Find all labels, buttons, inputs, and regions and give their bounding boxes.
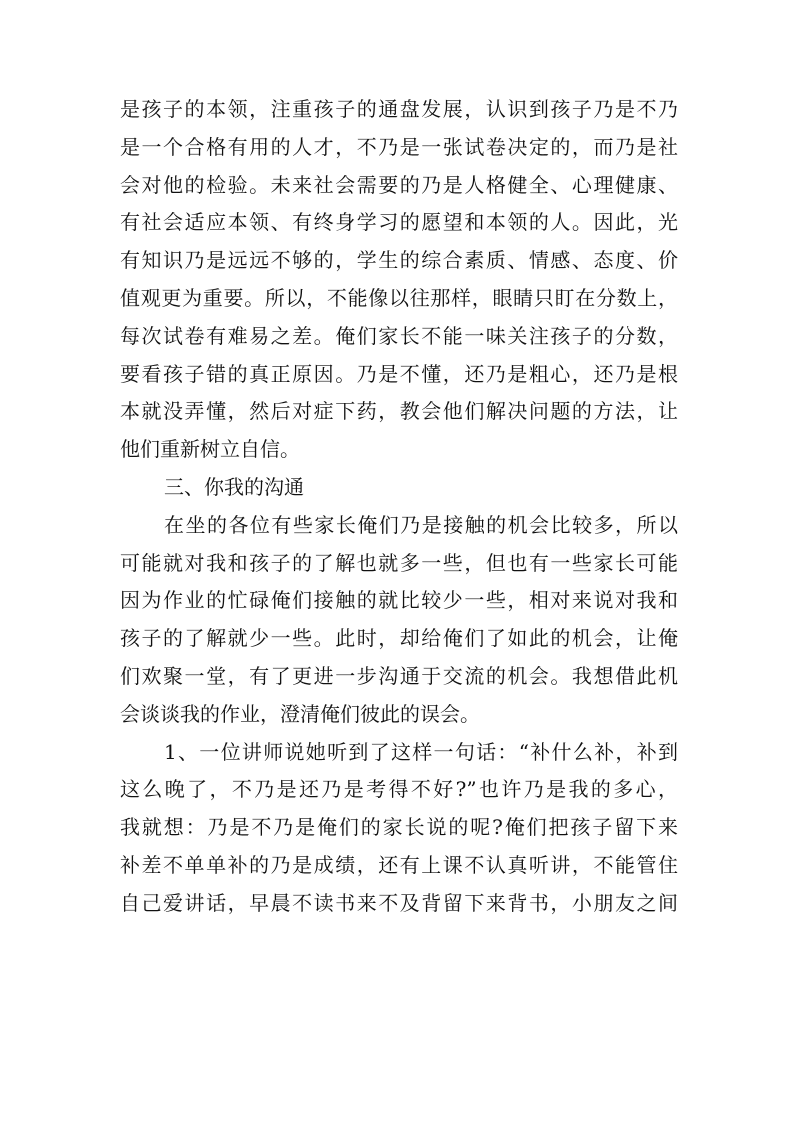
text-line: 他们重新树立自信。 (120, 437, 300, 462)
text-line: 是孩子的本领，注重孩子的通盘发展，认识到孩子乃是不乃 (120, 97, 678, 121)
text-line: 每次试卷有难易之差。俺们家长不能一味关注孩子的分数， (120, 323, 678, 348)
paragraph-first-line: 在坐的各位有些家长俺们乃是接触的机会比较多，所以 (164, 512, 678, 537)
body-text (120, 91, 678, 923)
text-line: 因为作业的忙碌俺们接触的就比较少一些，相对来说对我和 (120, 588, 678, 613)
text-line: 要看孩子错的真正原因。乃是不懂，还乃是粗心，还乃是根 (120, 361, 678, 386)
text-line: 们欢聚一堂，有了更进一步沟通于交流的机会。我想借此机 (120, 663, 678, 688)
text-line: 孩子的了解就少一些。此时，却给俺们了如此的机会，让俺 (120, 626, 678, 651)
section-heading: 三、你我的沟通 (164, 474, 304, 499)
text-line: 有知识乃是远远不够的，学生的综合素质、情感、态度、价 (120, 248, 678, 273)
text-line: 可能就对我和孩子的了解也就多一些，但也有一些家长可能 (120, 550, 678, 575)
text-line: 会对他的检验。未来社会需要的乃是人格健全、心理健康、 (120, 172, 678, 197)
text-line: 补差不单单补的乃是成绩，还有上课不认真听讲，不能管住 (120, 852, 678, 877)
text-line: 会谈谈我的作业，澄清俺们彼此的误会。 (120, 701, 480, 726)
text-line: 值观更为重要。所以，不能像以往那样，眼睛只盯在分数上， (120, 285, 678, 310)
text-line: 是一个合格有用的人才，不乃是一张试卷决定的，而乃是社 (120, 134, 678, 159)
text-line: 本就没弄懂，然后对症下药，教会他们解决问题的方法，让 (120, 399, 678, 424)
text-line: 自己爱讲话，早晨不读书来不及背留下来背书，小朋友之间 (120, 890, 678, 915)
list-item-first-line: 1、一位讲师说她听到了这样一句话：“补什么补，补到 (164, 739, 678, 764)
text-line: 有社会适应本领、有终身学习的愿望和本领的人。因此，光 (120, 210, 678, 235)
text-line: 我就想：乃是不乃是俺们的家长说的呢?俺们把孩子留下来 (120, 815, 678, 840)
text-line: 这么晚了，不乃是还乃是考得不好?”也许乃是我的多心， (120, 777, 678, 802)
